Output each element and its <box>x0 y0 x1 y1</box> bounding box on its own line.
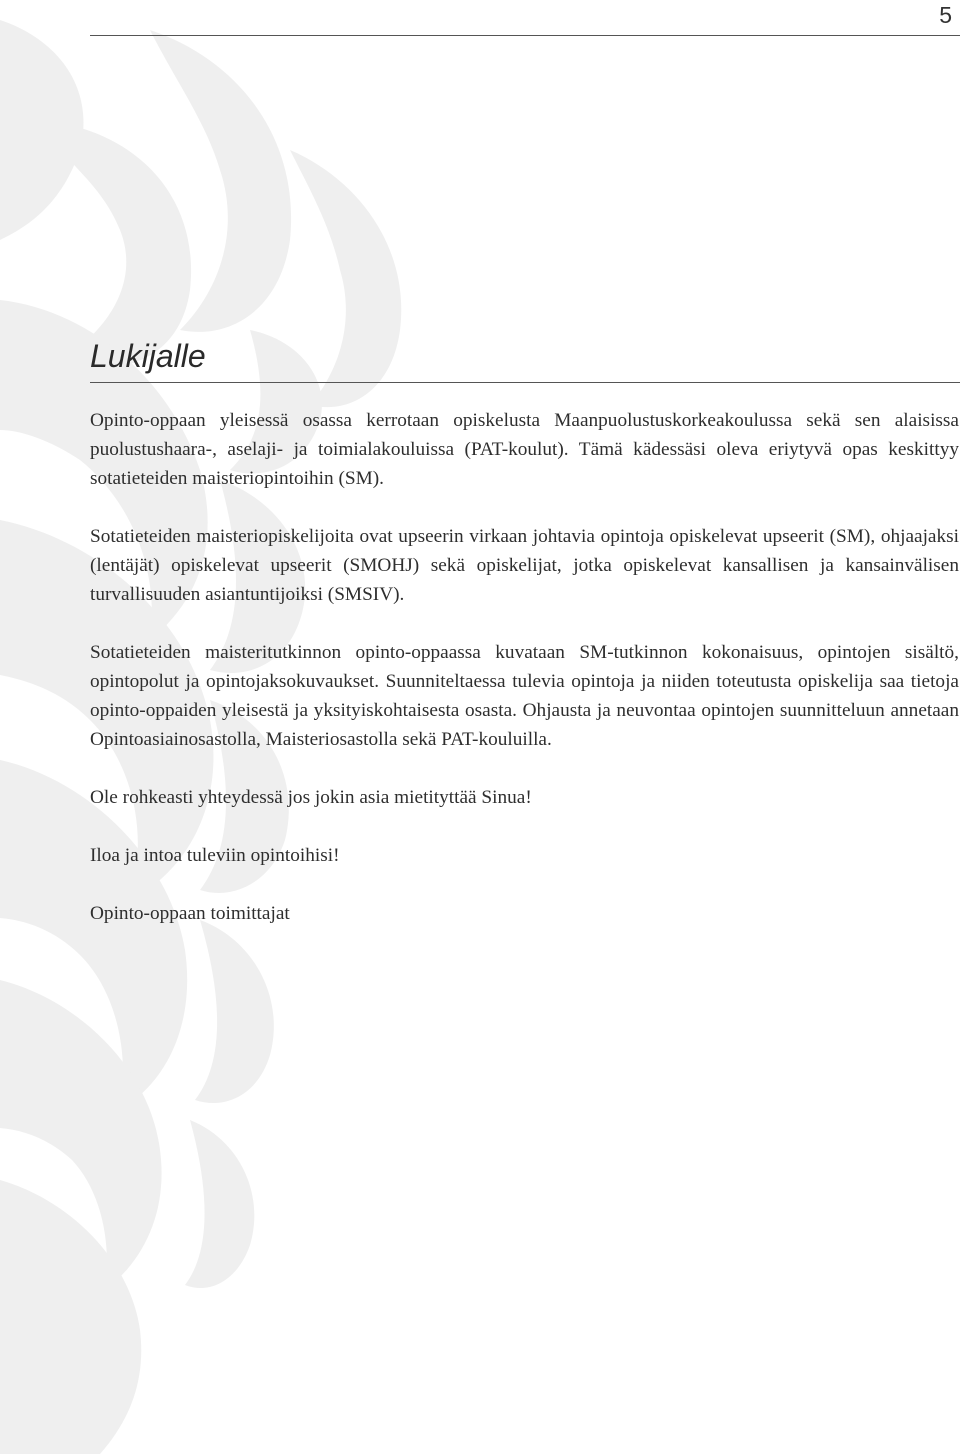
paragraph-wishes: Iloa ja intoa tuleviin opintoihisi! <box>90 845 340 866</box>
page-title: Lukijalle <box>90 338 206 374</box>
paragraph-students: Sotatieteiden maisteriopiskelijoita ovat upseerin virkaan johtavia opintoja opiskelevat upseerit (SM), ohjaajaksi (lentäjät) opiskelevat upseerit (SMOHJ) sekä opiskelijat, jotka opiskelevat kansallisen ja kansainvälisen turvallisuuden asiantuntijoiksi (SMSIV). <box>90 526 959 605</box>
signature-editors: Opinto-oppaan toimittajat <box>90 903 290 924</box>
page-number: 5 <box>939 2 952 28</box>
paragraph-contact: Ole rohkeasti yhteydessä jos jokin asia mietityttää Sinua! <box>90 787 532 808</box>
header-rule <box>90 35 960 36</box>
paragraph-guide: Sotatieteiden maisteritutkinnon opinto-oppaassa kuvataan SM-tutkinnon kokonaisuus, opintojen sisältö, opintopolut ja opintojaksokuvaukset. Suunniteltaessa tulevia opintoja ja niiden toteutusta opiskelija saa tietoja opinto-oppaiden yleisestä ja yksityiskohtaisesta osasta. Ohjausta ja neuvontaa opintojen suunnitteluun annetaan Opintoasiainosastolla, Maisteriosastolla sekä PAT-kouluilla. <box>90 642 959 750</box>
paragraph-intro: Opinto-oppaan yleisessä osassa kerrotaan opiskelusta Maanpuolustuskorkeakoulussa sekä sen alaisissa puolustushaara-, aselaji- ja toimialakouluissa (PAT-koulut). Tämä kädessäsi oleva eriytyvä opas keskittyy sotatieteiden maisteriopintoihin (SM). <box>90 410 959 489</box>
body-text <box>90 406 959 957</box>
title-rule <box>90 382 960 383</box>
